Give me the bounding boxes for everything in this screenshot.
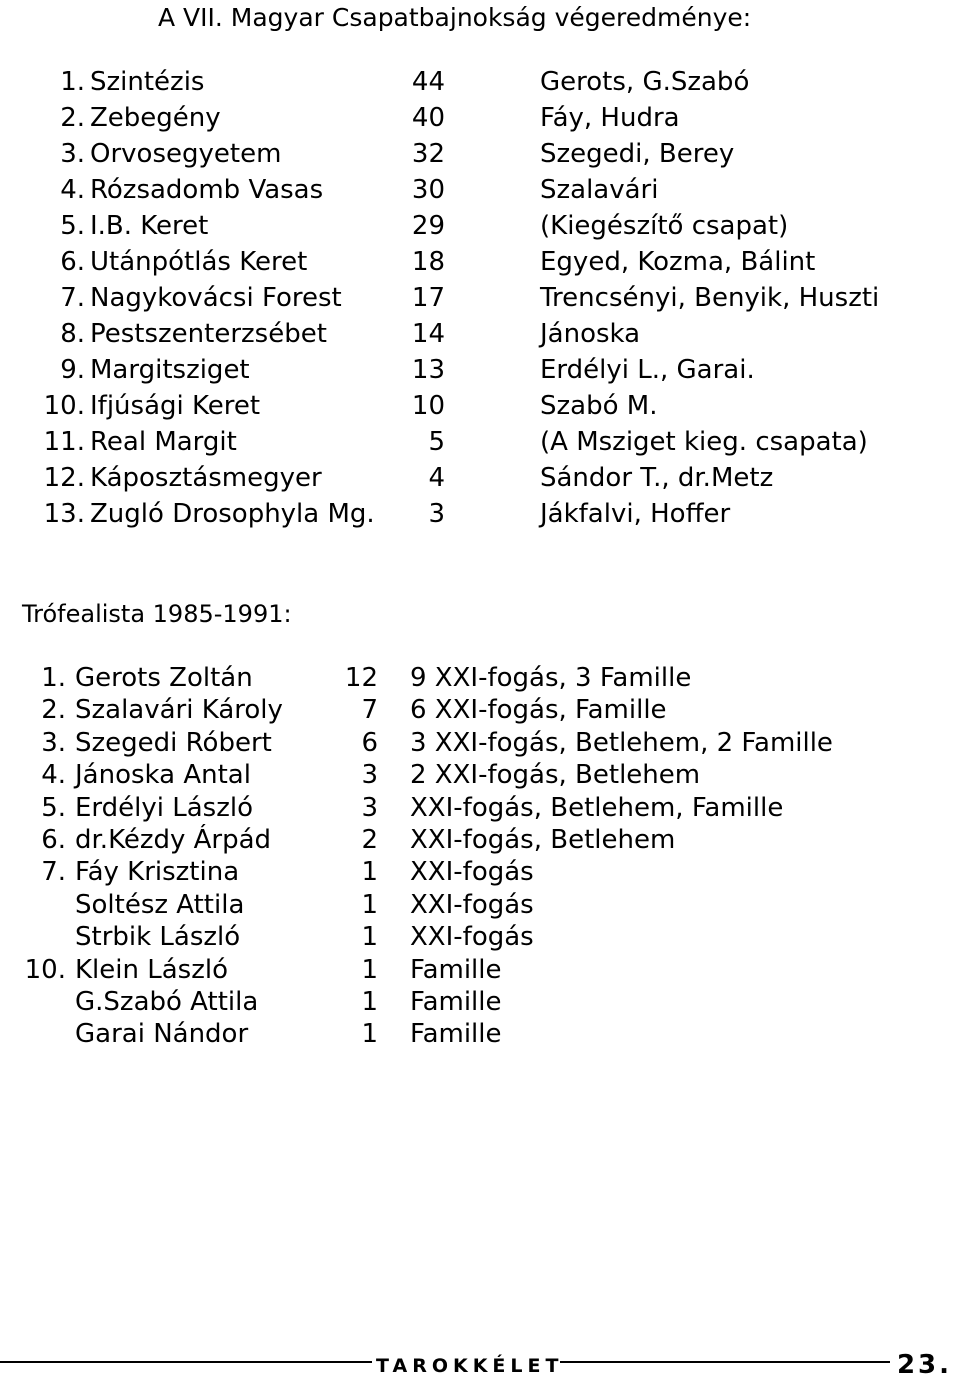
standings-rank: 6. <box>60 247 85 277</box>
standings-team: Utánpótlás Keret <box>90 247 308 277</box>
standings-team: Margitsziget <box>90 355 250 385</box>
standings-team: Rózsadomb Vasas <box>90 175 324 205</box>
standings-points: 10 <box>411 391 445 421</box>
trophy-desc: Famille <box>410 1019 502 1050</box>
standings-players: Szegedi, Berey <box>540 139 735 169</box>
standings-rank: 4. <box>60 175 85 205</box>
standings-team: Orvosegyetem <box>90 139 282 169</box>
trophy-desc: XXI-fogás, Betlehem <box>410 824 676 855</box>
trophy-rank: 7. <box>41 857 66 888</box>
standings-row <box>0 244 960 280</box>
trophy-name: G.Szabó Attila <box>75 986 259 1017</box>
trophy-name: Strbik László <box>75 922 241 953</box>
trophy-row <box>0 694 960 726</box>
trophy-name: Soltész Attila <box>75 889 245 920</box>
footer-rule-left <box>0 1361 372 1363</box>
standings-rank: 8. <box>60 319 85 349</box>
standings-players: Szabó M. <box>540 391 658 421</box>
footer-rule-right <box>560 1361 890 1363</box>
trophy-count: 1 <box>361 986 378 1017</box>
standings-points: 29 <box>411 211 445 241</box>
trophy-row <box>0 986 960 1018</box>
trophy-row <box>0 662 960 694</box>
standings-team: Pestszenterzsébet <box>90 319 327 349</box>
trophy-desc: XXI-fogás <box>410 922 534 953</box>
standings-players: Gerots, G.Szabó <box>540 67 750 97</box>
trophy-name: Szalavári Károly <box>75 695 283 726</box>
trophy-count: 1 <box>361 954 378 985</box>
trophy-desc: XXI-fogás <box>410 889 534 920</box>
standings-row <box>0 352 960 388</box>
standings-row <box>0 316 960 352</box>
trophy-count: 1 <box>361 889 378 920</box>
trophy-name: dr.Kézdy Árpád <box>75 824 272 855</box>
standings-rank: 7. <box>60 283 85 313</box>
trophy-desc: Famille <box>410 986 502 1017</box>
trophy-count: 1 <box>361 857 378 888</box>
trophy-row <box>0 921 960 953</box>
trophy-list-title: Trófealista 1985-1991: <box>22 600 292 628</box>
standings-players: Trencsényi, Benyik, Huszti <box>540 283 880 313</box>
standings-row <box>0 388 960 424</box>
trophy-row <box>0 856 960 888</box>
standings-team: Szintézis <box>90 67 205 97</box>
standings-team: Ifjúsági Keret <box>90 391 261 421</box>
standings-row <box>0 280 960 316</box>
standings-row <box>0 64 960 100</box>
standings-row <box>0 136 960 172</box>
standings-rank: 3. <box>60 139 85 169</box>
standings-table <box>0 64 960 532</box>
standings-row <box>0 496 960 532</box>
trophy-desc: 2 XXI-fogás, Betlehem <box>410 760 701 791</box>
trophy-rank: 10. <box>24 954 66 985</box>
trophy-count: 6 <box>361 727 378 758</box>
trophy-count: 12 <box>344 663 378 693</box>
standings-players: Szalavári <box>540 175 659 205</box>
standings-players: (A Msziget kieg. csapata) <box>540 427 868 457</box>
trophy-row <box>0 727 960 759</box>
standings-points: 5 <box>428 427 445 457</box>
standings-rank: 1. <box>60 67 85 97</box>
page-number: 23. <box>896 1350 952 1380</box>
standings-points: 3 <box>428 499 445 529</box>
standings-rank: 10. <box>43 391 85 421</box>
standings-rank: 11. <box>43 427 85 457</box>
trophy-desc: 9 XXI-fogás, 3 Famille <box>410 663 692 693</box>
standings-points: 40 <box>411 103 445 133</box>
standings-team: Káposztásmegyer <box>90 463 322 493</box>
standings-players: Jánoska <box>540 319 641 349</box>
standings-players: Jákfalvi, Hoffer <box>540 499 731 529</box>
trophy-row <box>0 954 960 986</box>
trophy-row <box>0 1018 960 1050</box>
trophy-rank: 3. <box>41 727 66 758</box>
standings-players: Egyed, Kozma, Bálint <box>540 247 816 277</box>
trophy-desc: 6 XXI-fogás, Famille <box>410 695 667 726</box>
standings-row <box>0 172 960 208</box>
standings-points: 30 <box>411 175 445 205</box>
trophy-name: Szegedi Róbert <box>75 727 272 758</box>
trophy-desc: Famille <box>410 954 502 985</box>
trophy-count: 3 <box>361 760 378 791</box>
standings-rank: 5. <box>60 211 85 241</box>
trophy-count: 1 <box>361 1019 378 1050</box>
trophy-count: 1 <box>361 922 378 953</box>
trophy-rank: 6. <box>41 824 66 855</box>
page-title: A VII. Magyar Csapatbajnokság végeredménye: <box>158 3 752 32</box>
footer-magazine-name: TAROKKÉLET <box>376 1355 564 1377</box>
trophy-name: Erdélyi László <box>75 792 254 823</box>
trophy-row <box>0 759 960 791</box>
trophy-rank: 4. <box>41 760 66 791</box>
standings-points: 32 <box>411 139 445 169</box>
trophy-rank: 5. <box>41 792 66 823</box>
standings-team: Nagykovácsi Forest <box>90 283 342 313</box>
standings-players: (Kiegészítő csapat) <box>540 211 789 241</box>
standings-rank: 9. <box>60 355 85 385</box>
standings-row <box>0 100 960 136</box>
standings-team: Zebegény <box>90 103 221 133</box>
trophy-row <box>0 824 960 856</box>
trophy-rank: 2. <box>41 695 66 726</box>
standings-players: Fáy, Hudra <box>540 103 680 133</box>
standings-points: 13 <box>411 355 445 385</box>
standings-team: Real Margit <box>90 427 237 457</box>
trophy-name: Klein László <box>75 954 228 985</box>
trophy-row <box>0 792 960 824</box>
trophy-name: Jánoska Antal <box>75 760 251 791</box>
standings-points: 17 <box>411 283 445 313</box>
trophy-desc: XXI-fogás, Betlehem, Famille <box>410 792 784 823</box>
trophy-desc: 3 XXI-fogás, Betlehem, 2 Famille <box>410 727 833 758</box>
standings-points: 44 <box>411 67 445 97</box>
standings-rank: 13. <box>43 499 85 529</box>
trophy-name: Garai Nándor <box>75 1019 249 1050</box>
standings-row <box>0 208 960 244</box>
standings-team: Zugló Drosophyla Mg. <box>90 499 375 529</box>
standings-players: Erdélyi L., Garai. <box>540 355 755 385</box>
trophy-name: Gerots Zoltán <box>75 663 253 693</box>
standings-row <box>0 460 960 496</box>
trophy-row <box>0 889 960 921</box>
standings-team: I.B. Keret <box>90 211 209 241</box>
trophy-count: 2 <box>361 824 378 855</box>
standings-rank: 12. <box>43 463 85 493</box>
standings-points: 18 <box>411 247 445 277</box>
trophy-rank: 1. <box>41 663 66 693</box>
trophy-table <box>0 662 960 1051</box>
trophy-count: 3 <box>361 792 378 823</box>
standings-players: Sándor T., dr.Metz <box>540 463 774 493</box>
standings-row <box>0 424 960 460</box>
trophy-count: 7 <box>361 695 378 726</box>
standings-points: 4 <box>428 463 445 493</box>
trophy-desc: XXI-fogás <box>410 857 534 888</box>
standings-points: 14 <box>411 319 445 349</box>
standings-rank: 2. <box>60 103 85 133</box>
trophy-name: Fáy Krisztina <box>75 857 240 888</box>
